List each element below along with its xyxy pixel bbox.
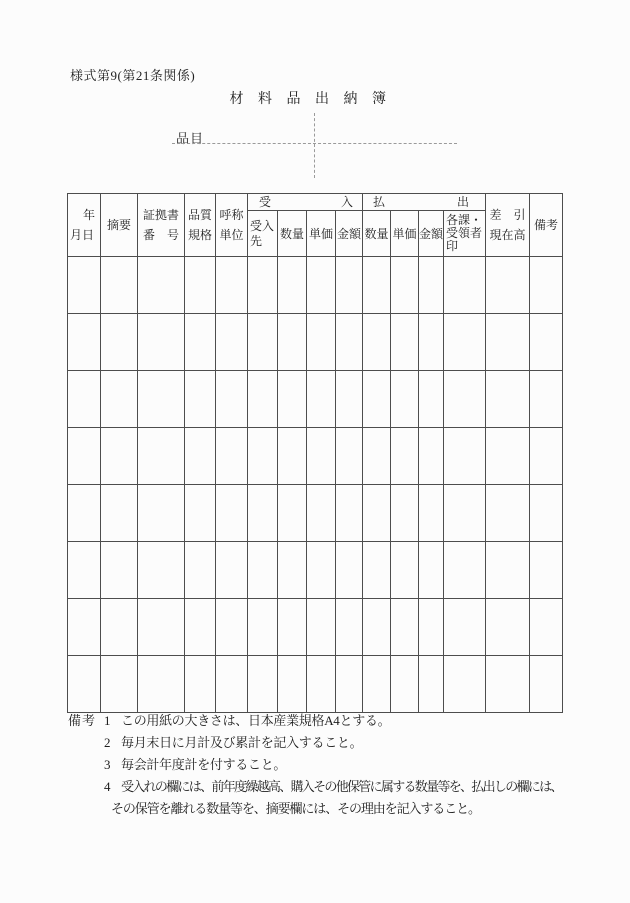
ledger-empty-cell — [444, 485, 486, 542]
ledger-empty-cell — [185, 656, 216, 713]
col-header-voucher-number: 証拠書 番 号 — [138, 194, 185, 257]
ledger-empty-cell — [68, 656, 101, 713]
ledger-empty-cell — [185, 542, 216, 599]
ledger-empty-cell — [486, 542, 530, 599]
ledger-empty-cell — [419, 428, 444, 485]
ledger-empty-cell — [444, 656, 486, 713]
ledger-empty-cell — [278, 257, 307, 314]
ledger-empty-cell — [363, 485, 391, 542]
ledger-empty-cell — [101, 371, 138, 428]
ledger-empty-cell — [138, 314, 185, 371]
ledger-empty-cell — [307, 428, 336, 485]
ledger-empty-cell — [363, 257, 391, 314]
ledger-empty-cell — [216, 314, 248, 371]
ledger-empty-cell — [419, 542, 444, 599]
ledger-empty-cell — [444, 428, 486, 485]
ledger-empty-cell — [444, 257, 486, 314]
ledger-empty-cell — [419, 599, 444, 656]
ledger-empty-cell — [138, 428, 185, 485]
ledger-empty-row — [68, 257, 563, 314]
ledger-empty-cell — [530, 485, 563, 542]
ledger-empty-cell — [363, 314, 391, 371]
ledger-empty-cell — [307, 599, 336, 656]
note-item — [68, 734, 588, 756]
ledger-empty-cell — [185, 257, 216, 314]
ledger-empty-cell — [486, 656, 530, 713]
ledger-empty-cell — [216, 542, 248, 599]
ledger-empty-cell — [216, 257, 248, 314]
ledger-empty-cell — [530, 314, 563, 371]
ledger-empty-cell — [248, 314, 278, 371]
ledger-empty-row — [68, 485, 563, 542]
ledger-empty-cell — [363, 542, 391, 599]
item-divider-line — [314, 113, 315, 178]
ledger-empty-cell — [363, 656, 391, 713]
col-group-receipt: 受 入 — [248, 194, 363, 211]
ledger-empty-cell — [419, 371, 444, 428]
notes — [68, 712, 588, 822]
ledger-empty-cell — [307, 485, 336, 542]
ledger-header — [68, 194, 563, 257]
ledger-empty-cell — [216, 371, 248, 428]
ledger-empty-cell — [68, 485, 101, 542]
ledger-empty-cell — [185, 485, 216, 542]
ledger-empty-cell — [419, 656, 444, 713]
note-text: 毎月末日に月計及び累計を記入すること。 — [121, 735, 363, 750]
ledger-empty-cell — [278, 485, 307, 542]
ledger-empty-cell — [101, 599, 138, 656]
note-item — [68, 778, 588, 800]
ledger-empty-cell — [391, 542, 419, 599]
ledger-empty-row — [68, 656, 563, 713]
col-header-receipt-qty: 数量 — [278, 211, 307, 257]
notes-label: 備考 — [68, 713, 97, 728]
ledger-empty-cell — [278, 428, 307, 485]
ledger-empty-row — [68, 428, 563, 485]
ledger-empty-cell — [530, 428, 563, 485]
ledger-empty-cell — [307, 371, 336, 428]
ledger-empty-cell — [336, 428, 363, 485]
ledger-empty-cell — [444, 542, 486, 599]
ledger-empty-cell — [248, 656, 278, 713]
ledger-empty-cell — [419, 257, 444, 314]
ledger-empty-cell — [530, 542, 563, 599]
ledger-empty-cell — [336, 257, 363, 314]
note-item-continuation — [68, 800, 588, 822]
ledger-empty-cell — [138, 257, 185, 314]
ledger-empty-row — [68, 314, 563, 371]
ledger-empty-cell — [68, 428, 101, 485]
col-header-receipt-source: 受入 先 — [248, 211, 278, 257]
ledger-empty-row — [68, 599, 563, 656]
ledger-empty-cell — [68, 257, 101, 314]
form-title: 材料品出納簿 — [229, 92, 401, 107]
col-header-remarks: 備考 — [530, 194, 563, 257]
col-header-receipt-amount: 金額 — [336, 211, 363, 257]
ledger-empty-cell — [336, 656, 363, 713]
col-header-receiver-seal: 各課・ 受領者 印 — [444, 211, 486, 257]
ledger-empty-cell — [336, 485, 363, 542]
ledger-empty-cell — [278, 314, 307, 371]
ledger-empty-cell — [138, 599, 185, 656]
note-text: 受入れの欄には、前年度繰越高、購入その他保管に属する数量等を、払出しの欄には、 — [121, 779, 562, 794]
ledger-empty-cell — [278, 599, 307, 656]
ledger-empty-cell — [307, 314, 336, 371]
ledger-empty-cell — [530, 371, 563, 428]
col-header-unit: 呼称 単位 — [216, 194, 248, 257]
col-header-payment-qty: 数量 — [363, 211, 391, 257]
ledger-empty-cell — [444, 371, 486, 428]
ledger-empty-cell — [138, 485, 185, 542]
ledger-empty-cell — [444, 314, 486, 371]
ledger-empty-cell — [138, 371, 185, 428]
col-header-date: 年 月日 — [68, 194, 101, 257]
ledger-empty-cell — [101, 542, 138, 599]
ledger-empty-cell — [185, 371, 216, 428]
ledger-empty-cell — [278, 542, 307, 599]
ledger-table — [67, 193, 563, 713]
ledger-empty-cell — [307, 542, 336, 599]
note-text: この用紙の大きさは、日本産業規格A4とする。 — [121, 713, 391, 728]
ledger-empty-cell — [486, 599, 530, 656]
note-number: 2 — [104, 735, 111, 750]
ledger-empty-cell — [363, 371, 391, 428]
ledger-empty-cell — [248, 542, 278, 599]
col-group-payment: 払 出 — [363, 194, 486, 211]
ledger-empty-cell — [336, 599, 363, 656]
ledger-empty-cell — [138, 656, 185, 713]
ledger-empty-cell — [185, 428, 216, 485]
ledger-empty-cell — [248, 428, 278, 485]
ledger-empty-cell — [248, 485, 278, 542]
ledger-empty-cell — [216, 599, 248, 656]
form-code: 様式第9(第21条関係) — [70, 68, 196, 83]
ledger-empty-cell — [486, 371, 530, 428]
col-header-balance: 差 引 現在高 — [486, 194, 530, 257]
ledger-body — [68, 257, 563, 713]
ledger-empty-cell — [391, 314, 419, 371]
note-item — [68, 756, 588, 778]
ledger-empty-cell — [248, 371, 278, 428]
ledger-empty-cell — [486, 485, 530, 542]
ledger-empty-cell — [68, 371, 101, 428]
col-header-payment-amount: 金額 — [419, 211, 444, 257]
ledger-empty-cell — [307, 656, 336, 713]
ledger-empty-cell — [68, 599, 101, 656]
col-header-summary: 摘要 — [101, 194, 138, 257]
ledger-empty-cell — [391, 656, 419, 713]
ledger-empty-cell — [101, 656, 138, 713]
ledger-empty-cell — [391, 599, 419, 656]
note-item — [68, 712, 588, 734]
ledger-empty-cell — [391, 257, 419, 314]
ledger-empty-cell — [486, 314, 530, 371]
item-label: 品目 — [176, 131, 205, 146]
ledger-empty-cell — [68, 542, 101, 599]
ledger-empty-cell — [419, 485, 444, 542]
ledger-empty-cell — [336, 371, 363, 428]
ledger-empty-cell — [444, 599, 486, 656]
ledger-empty-cell — [101, 314, 138, 371]
ledger-empty-cell — [185, 314, 216, 371]
ledger-empty-cell — [363, 599, 391, 656]
ledger-empty-cell — [101, 257, 138, 314]
ledger-empty-cell — [138, 542, 185, 599]
ledger-empty-cell — [185, 599, 216, 656]
note-number: 3 — [104, 757, 111, 772]
ledger-empty-cell — [391, 371, 419, 428]
note-number: 4 — [104, 779, 111, 794]
ledger-empty-cell — [278, 371, 307, 428]
ledger-empty-cell — [530, 656, 563, 713]
ledger-empty-cell — [486, 257, 530, 314]
ledger-empty-cell — [363, 428, 391, 485]
ledger-empty-cell — [419, 314, 444, 371]
ledger-empty-cell — [307, 257, 336, 314]
ledger-empty-cell — [530, 599, 563, 656]
ledger-empty-cell — [391, 485, 419, 542]
ledger-empty-cell — [216, 428, 248, 485]
ledger-empty-row — [68, 542, 563, 599]
col-header-payment-unit-price: 単価 — [391, 211, 419, 257]
col-header-quality-spec: 品質 規格 — [185, 194, 216, 257]
col-header-receipt-unit-price: 単価 — [307, 211, 336, 257]
ledger-empty-cell — [336, 314, 363, 371]
ledger-empty-cell — [336, 542, 363, 599]
ledger-empty-row — [68, 371, 563, 428]
ledger-empty-cell — [216, 485, 248, 542]
ledger-empty-cell — [248, 599, 278, 656]
ledger-empty-cell — [101, 428, 138, 485]
ledger-empty-cell — [391, 428, 419, 485]
ledger-empty-cell — [101, 485, 138, 542]
note-text: その保管を離れる数量等を、摘要欄には、その理由を記入すること。 — [111, 801, 480, 816]
ledger-empty-cell — [216, 656, 248, 713]
ledger-empty-cell — [278, 656, 307, 713]
note-text: 毎会計年度計を付すること。 — [121, 757, 287, 772]
ledger-empty-cell — [68, 314, 101, 371]
ledger-empty-cell — [530, 257, 563, 314]
ledger-empty-cell — [486, 428, 530, 485]
ledger-empty-cell — [248, 257, 278, 314]
note-number: 1 — [104, 713, 111, 728]
